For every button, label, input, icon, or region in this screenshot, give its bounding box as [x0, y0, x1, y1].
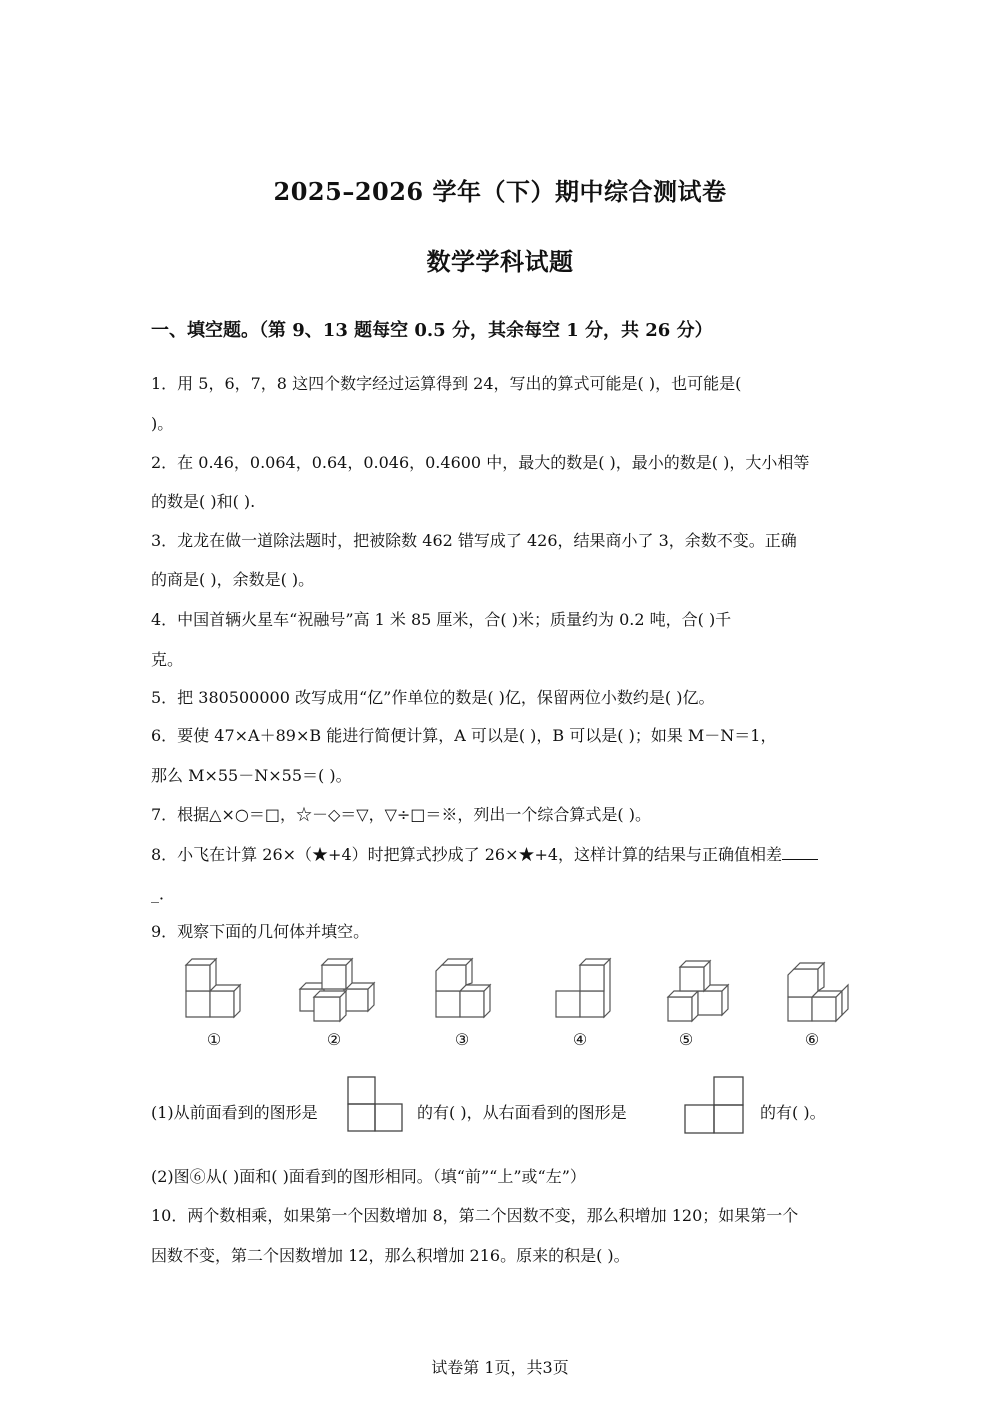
solid-figure-3 [432, 955, 496, 1049]
solid-figure-6 [784, 955, 854, 1049]
answer-blank [782, 845, 818, 860]
figure-label-3: ③ [454, 1030, 470, 1049]
question-3-line-1: 3．龙龙在做一道除法题时，把被除数 462 错写成了 426，结果商小了 3，余数不变。正确 [151, 531, 797, 550]
solid-figures-row [170, 955, 870, 1065]
figure-label-2: ② [326, 1030, 342, 1049]
question-9-part-1-text-c: 的有( )。 [760, 1103, 826, 1122]
question-4-line-1: 4．中国首辆火星车“祝融号”高 1 米 85 厘米，合( )米；质量约为 0.2 吨，合( )千 [151, 610, 732, 629]
question-4-line-2: 克。 [151, 650, 184, 669]
question-8-line-2: _． [151, 884, 176, 903]
question-3-line-2: 的商是( )，余数是( )。 [151, 570, 315, 589]
question-8-line-1 [151, 842, 851, 865]
solid-figure-2 [296, 955, 378, 1049]
exam-title: 2025–2026 学年（下）期中综合测试卷 [273, 177, 727, 206]
question-6-line-2: 那么 M×55－N×55＝( )。 [151, 766, 352, 785]
question-9-part-1-text-a: (1)从前面看到的图形是 [151, 1103, 318, 1122]
figure-label-4: ④ [572, 1030, 588, 1049]
figure-label-6: ⑥ [804, 1030, 820, 1049]
solid-figure-1 [182, 955, 246, 1049]
cube-stack-icon [182, 955, 246, 1027]
question-9-part-2: (2)图⑥从( )面和( )面看到的图形相同。（填“前”“上”或“左”） [151, 1167, 586, 1186]
question-2-line-1: 2．在 0.46，0.064，0.64，0.046，0.4600 中，最大的数是( )，最小的数是( )，大小相等 [151, 453, 810, 472]
cube-stack-icon [664, 955, 734, 1027]
question-10-line-2: 因数不变，第二个因数增加 12，那么积增加 216。原来的积是( )。 [151, 1246, 630, 1265]
right-view-shape-icon [682, 1074, 746, 1136]
question-6-line-1: 6．要使 47×A＋89×B 能进行简便计算，A 可以是( )，B 可以是( )；如果 M－N＝1， [151, 726, 777, 745]
front-view-shape-icon [345, 1074, 405, 1134]
section-heading: 一、填空题。（第 9、13 题每空 0.5 分，其余每空 1 分，共 26 分） [151, 320, 713, 341]
exam-subtitle: 数学学科试题 [426, 247, 574, 276]
cube-stack-icon [296, 955, 378, 1027]
solid-figure-4 [552, 955, 616, 1049]
question-5: 5．把 380500000 改写成用“亿”作单位的数是( )亿，保留两位小数约是( )亿。 [151, 688, 715, 707]
question-10-line-1: 10．两个数相乘，如果第一个因数增加 8，第二个因数不变，那么积增加 120；如果第一个 [151, 1206, 799, 1225]
solid-figure-5 [664, 955, 734, 1049]
question-1-line-1: 1．用 5，6，7，8 这四个数字经过运算得到 24，写出的算式可能是( )，也可能是( [151, 374, 742, 393]
page-footer: 试卷第 1页，共3页 [431, 1358, 569, 1377]
cube-stack-icon [552, 955, 616, 1027]
question-1-line-2: )。 [151, 414, 174, 433]
question-8-text: 8．小飞在计算 26×（★+4）时把算式抄成了 26×★+4，这样计算的结果与正确值相差 [151, 845, 783, 864]
figure-label-5: ⑤ [678, 1030, 694, 1049]
question-7: 7．根据△×○＝□，☆－◇＝▽，▽÷□＝※，列出一个综合算式是( )。 [151, 805, 651, 824]
cube-stack-icon [784, 955, 854, 1027]
question-2-line-2: 的数是( )和( ). [151, 492, 256, 511]
question-9-part-1-text-b: 的有( )，从右面看到的图形是 [417, 1103, 627, 1122]
figure-label-1: ① [206, 1030, 222, 1049]
cube-stack-icon [432, 955, 496, 1027]
question-9: 9．观察下面的几何体并填空。 [151, 922, 370, 941]
